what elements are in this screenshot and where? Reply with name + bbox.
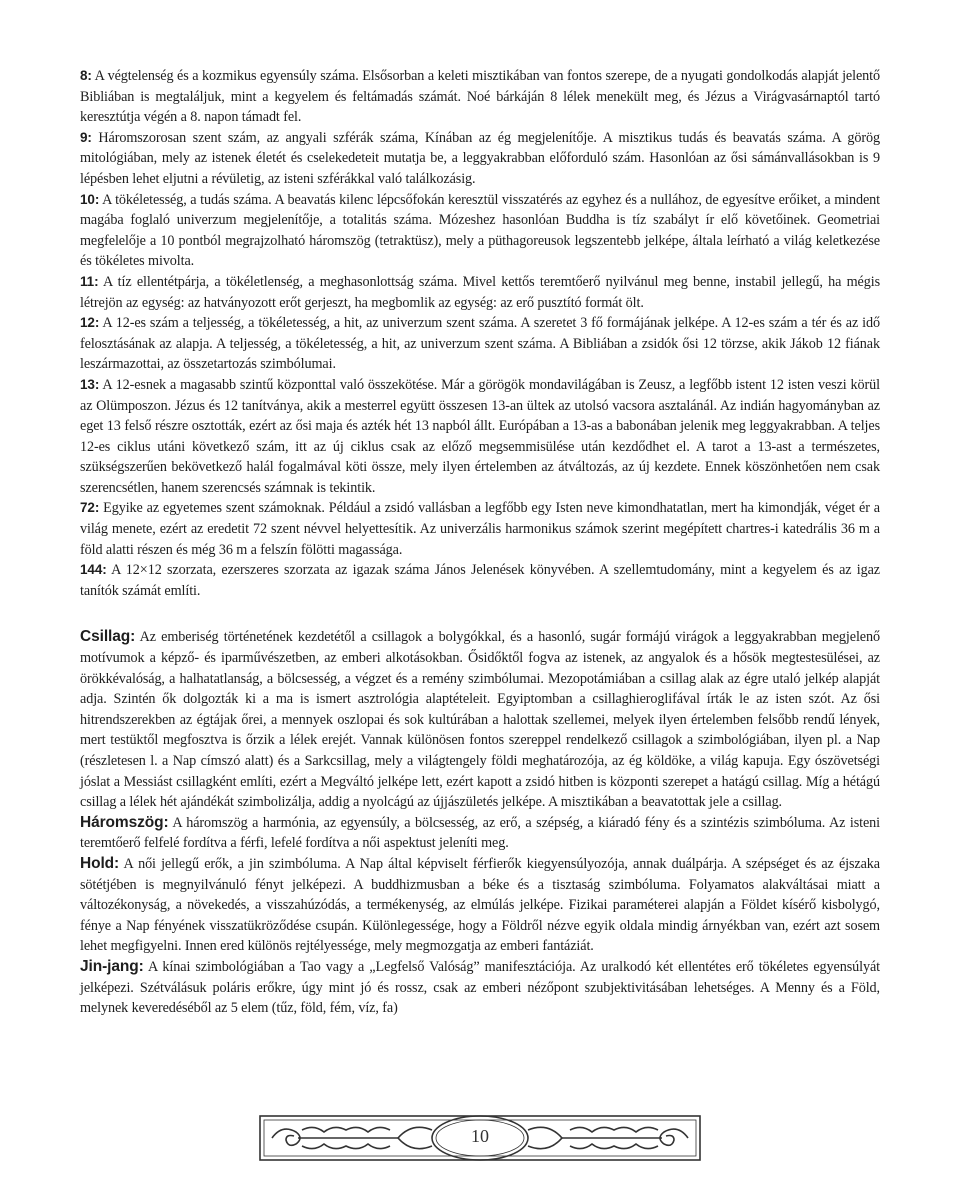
symbol-entry — [80, 627, 880, 812]
number-entry — [80, 498, 880, 560]
number-term: 8: — [80, 68, 92, 83]
number-description: Egyike az egyetemes szent számoknak. Például a zsidó vallásban a legfőbb egy Isten neve kimondhatatlan, mert ha kimondják, véget ér a világ menete, ezért az eredetit 72 szent névvel helyettesítik. Az univerzális harmonikus számok szerint megépített chartres-i katedrális 36 m a föld alatti részen és még 36 m a felszín fölötti magassága. — [80, 500, 880, 558]
page-footer-ornament — [258, 1106, 702, 1170]
number-description: A tökéletesség, a tudás száma. A beavatás kilenc lépcsőfokán keresztül visszatérés az egyhez és a nullához, de egyesítve erőiket, a mindent magába foglaló univerzum megjelenítője, a totalitás száma. Mózeshez hasonlóan Buddha is tíz szabályt ír elő követőinek. Geometriai megfelelője a 10 pontból megrajzolható háromszög (tetraktüsz), mely a püthagoreusok legszentebb jelképe, általa leírható a világ keletkezése és tökéletes mivolta. — [80, 191, 880, 270]
page-content — [80, 66, 880, 1019]
symbol-description: A női jellegű erők, a jin szimbóluma. A Nap által képviselt férfierők kiegyensúlyozója, annak duálpárja. A szépséget és az éjszaka sötétjében is megnyilvánuló fényt jelképezi. A buddhizmusban a béke és a tisztaság szimbóluma. Folyamatos alakváltásai miatt a változékonyság, a növekedés, a visszahúzódás, a termékenység, az elmúlás jelképe. Fizikai paraméterei alapján a Földet kísérő kisbolygó, fénye a Nap fényének visszatükröződése csupán. Különlegessége, hogy a Földről nézve egyik oldala mindig árnyékban van, ezért azt sosem lehet megfigyelni. Innen ered különös rejtélyessége, mely megmozgatja az emberi fantáziát. — [80, 855, 880, 955]
symbol-term: Háromszög: — [80, 813, 169, 831]
number-term: 9: — [80, 129, 92, 145]
number-description: A 12-es szám a teljesség, a tökéletesség, a hit, az univerzum szent száma. A szeretet 3 fő formájának jelképe. A 12-es szám a tér és az idő felosztásának az alapja. A teljesség, a tökéletesség, a hit, az univerzum szent száma. A Bibliában a zsidók ősi 12 törzse, akik Jákob 12 fiának leszármazottai, az összetartozás szimbólumai. — [80, 315, 880, 373]
symbol-description: A háromszög a harmónia, az egyensúly, a bölcsesség, az erő, a szépség, a kiáradó fény és a szintézis szimbóluma. Az isteni teremtőerő felfelé fordítva a férfi, lefelé fordítva a női aspektust jeleníti meg. — [80, 814, 880, 852]
number-entry — [80, 375, 880, 499]
number-term: 13: — [80, 376, 100, 392]
number-term: 12: — [80, 315, 100, 331]
number-term: 144: — [80, 562, 107, 578]
symbol-entry — [80, 813, 880, 854]
number-description: A végtelenség és a kozmikus egyensúly száma. Elsősorban a keleti misztikában van fontos szerepe, de a nyugati gondolkodás alapját jelentő Bibliában is megtaláljuk, mint a kegyelem és feltámadás számát. Noé bárkáján 8 lélek menekült meg, és Jézus a Virágvasárnaptól tartó keresztútja végén a 8. napon támadt fel. — [80, 68, 880, 126]
numbers-section — [80, 66, 880, 601]
number-entry — [80, 128, 880, 190]
symbols-section — [80, 627, 880, 1018]
number-entry — [80, 66, 880, 128]
symbol-entry — [80, 957, 880, 1019]
section-gap — [80, 601, 880, 627]
number-description: A 12-esnek a magasabb szintű központtal való összekötése. Már a görögök mondavilágában is Zeusz, a legfőbb istent 12 isten veszi körül az Olümposzon. Jézus és 12 tanítványa, akik a mesterrel együtt összesen 13-an ültek az utolsó vacsora asztalánál. Az indián hagyományban az eget 13 felső részre osztották, ezért az ősi maja és azték hét 13 napból állt. Európában a 13-as a babonában jelenik meg leggyakrabban. A teljes 12-es ciklus utáni következő szám, itt az új ciklus csak az előző megsemmisülése után kezdődhet el. A tarot a 13-ast a természetes, szükségszerűen bekövetkező halál fogalmával köti össze, mely ilyen értelemben az átváltozás, az új kezdete. Ennek köszönhetően nem csak szerencsétlen, hanem szerencsés számnak is tekintik. — [80, 376, 880, 496]
symbol-description: A kínai szimbológiában a Tao vagy a „Legfelső Valóság” manifesztációja. Az uralkodó két ellentétes erő tökéletes egyensúlyát jelképezi. Szétválásuk poláris erőkre, úgy mint jó és rossz, csak az emberi nézőpont szubjektivitásában lehetséges. A Menny és a Föld, melynek keveredéséből az 5 elem (tűz, föld, fém, víz, fa) — [80, 958, 880, 1017]
number-term: 10: — [80, 191, 100, 207]
page-number: 10 — [471, 1126, 489, 1146]
number-entry — [80, 272, 880, 313]
number-entry — [80, 313, 880, 375]
symbol-entry — [80, 854, 880, 957]
number-description: A 12×12 szorzata, ezerszeres szorzata az igazak száma János Jelenések könyvében. A szellemtudomány, mint a kegyelem és az igaz tanítók számát említi. — [80, 562, 880, 599]
symbol-description: Az emberiség történetének kezdetétől a csillagok a bolygókkal, és a hasonló, sugár formájú virágok a leggyakrabban megjelenő motívumok a képző- és iparművészetben, az emberi alkotásokban. Ősidőktől fogva az istenek, az angyalok és a hősök megtestesülései, az örökkévalóság, a halhatatlanság, a bölcsesség, a végzet és a remény szimbólumai. Mezopotámiában a csillag alak az égre utaló jelkép alapját adja. Szintén ők dolgozták ki a ma is ismert asztrológia alaptételeit. Egyiptomban a csillaghieroglifával írták le az isten szót. Az ősi hitrendszerekben az égtájak őrei, a mennyek oszlopai és sok kultúrában a halottak szellemei, melyek ilyen értelemben felsőbb rendű lények, mert testüktől megfosztva is őrzik a lélek erejét. Vannak különösen fontos szereppel rendelkező csillagok a szimbológiában, ilyen pl. a Nap (részletesen l. a Nap címszó alatt) és a Sarkcsillag, mely a világtengely földi meghatározója, az ég köldöke, a világ kapuja. Egy ószövetségi jóslat a Messiást csillagként említi, ezért a Megváltó jelképe lett, ezért kapott a zsidó hitben is központi szerepet a hatágú csillag. Míg a hétágú csillag a lélek hét ajándékát szimbolizálja, addig a nyolcágú az újjászületés jelképe. A misztikában a beavatottak jele a csillag. — [80, 629, 880, 811]
number-description: A tíz ellentétpárja, a tökéletlenség, a meghasonlottság száma. Mivel kettős teremtőerő nyilvánul meg benne, instabil jellegű, ha mégis létrejön az egység: az hatványozott erőt gerjeszt, ha megbomlik az egység: az erő pusztító formát ölt. — [80, 273, 880, 311]
number-term: 72: — [80, 500, 100, 516]
symbol-term: Jin-jang: — [80, 957, 144, 975]
symbol-term: Hold: — [80, 854, 120, 872]
symbol-term: Csillag: — [80, 628, 136, 646]
number-entry — [80, 190, 880, 272]
number-description: Háromszorosan szent szám, az angyali szférák száma, Kínában az ég megjelenítője. A misztikus tudás és beavatás száma. A görög mitológiában, mely az istenek életét és cselekedeteit mutatja be, a leggyakrabban előforduló szám. Hasonlóan az ősi sámánvallásokban is 9 lépésben lehet eljutni a révületig, az isteni szférákkal való találkozásig. — [80, 129, 880, 187]
number-entry — [80, 560, 880, 601]
number-term: 11: — [80, 273, 99, 289]
